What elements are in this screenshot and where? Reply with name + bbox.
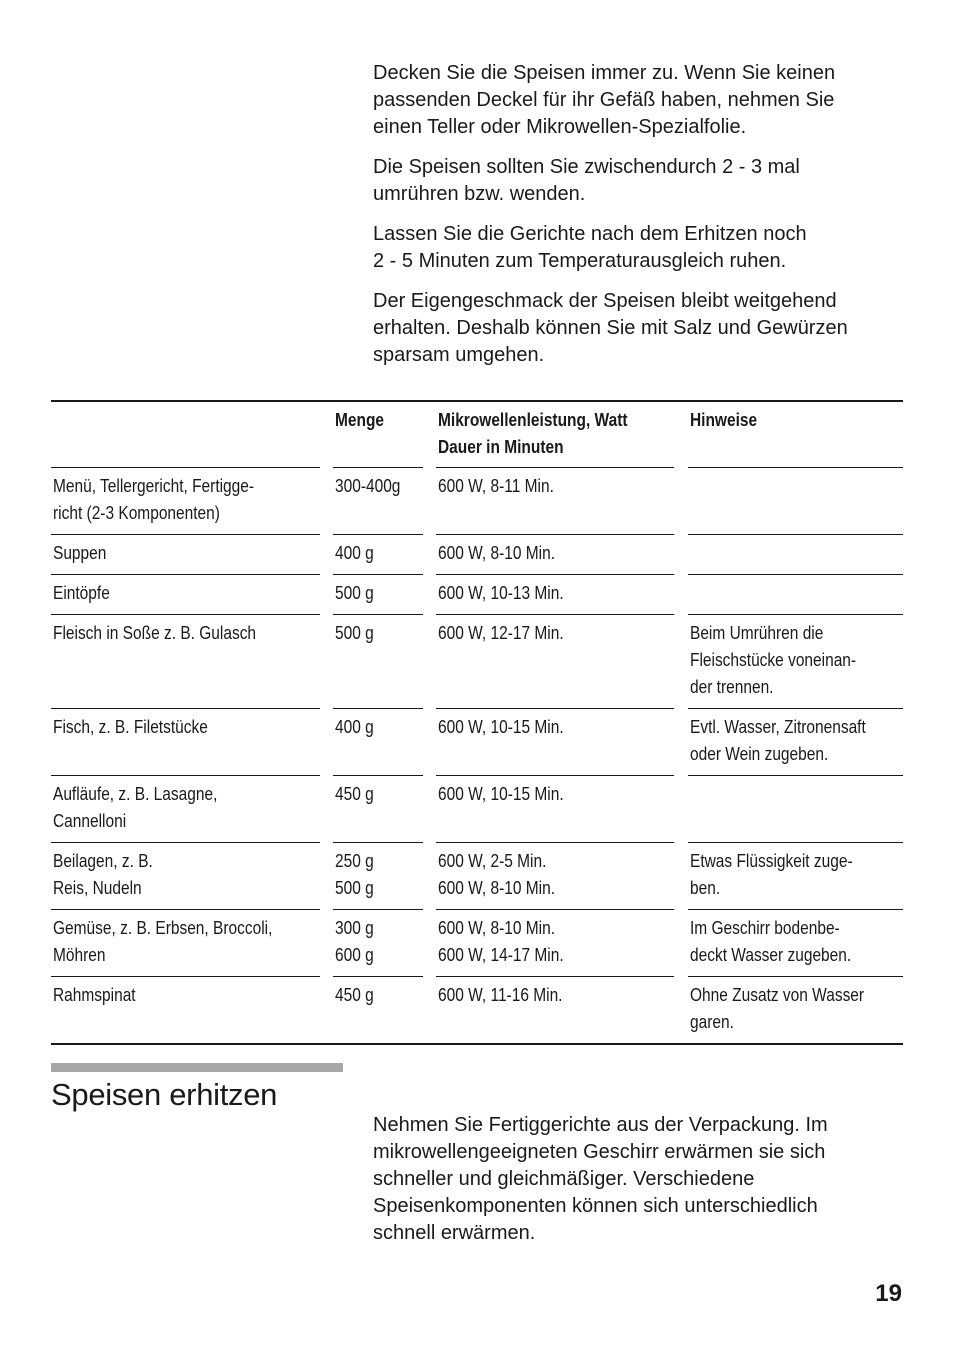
intro-text [373,60,913,382]
cell-line [53,620,317,647]
cell-line [438,942,671,969]
cell-notes [688,615,903,709]
text-line: sparsam umgehen. [373,344,545,366]
cell-line [438,875,671,902]
text-line: Der Eigengeschmack der Speisen bleibt weitgehend [373,290,837,312]
table-row [51,843,903,910]
cell-text: 300 g [335,918,374,938]
intro-paragraph [373,154,913,208]
cell-amount [333,615,423,709]
cell-dish [51,709,320,776]
text-line: 2 - 5 Minuten zum Temperaturausgleich ruhen. [373,250,787,272]
table-row [51,535,903,575]
cell-dish [51,575,320,615]
header-power-line1: Mikrowellenleistung, Watt [438,410,628,430]
table-row [51,468,903,535]
cell-text: deckt Wasser zugeben. [690,945,852,965]
cell-text: 600 W, 2-5 Min. [438,851,547,871]
cell-notes [688,709,903,776]
cell-line [53,942,317,969]
cell-line [438,580,671,607]
cell-text: Aufläufe, z. B. Lasagne, [53,784,218,804]
header-notes: Hinweise [688,402,903,468]
text-line: schnell erwärmen. [373,1222,536,1244]
text-line: einen Teller oder Mikrowellen-Spezialfolie. [373,116,747,138]
text-line: Lassen Sie die Gerichte nach dem Erhitzen noch [373,223,807,245]
cell-text: Fleischstücke voneinan- [690,650,857,670]
cell-line [690,982,900,1009]
cell-line [53,875,317,902]
cell-text: Menü, Tellergericht, Fertigge- [53,476,255,496]
table-row [51,910,903,977]
page-number: 19 [875,1280,902,1307]
cell-line [438,540,671,567]
header-power-line2: Dauer in Minuten [438,437,564,457]
cell-notes [688,535,903,575]
cell-text: Beilagen, z. B. [53,851,153,871]
cell-line [690,942,900,969]
cell-dish [51,843,320,910]
cell-line [690,620,900,647]
cell-text: 600 W, 12-17 Min. [438,623,564,643]
section-bar [51,1063,343,1072]
text-line: Die Speisen sollten Sie zwischendurch 2 - 3 mal [373,156,800,178]
cell-text: oder Wein zugeben. [690,744,829,764]
cell-power [436,575,674,615]
cell-text: 400 g [335,717,374,737]
cell-line [438,848,671,875]
cell-text: 600 W, 8-10 Min. [438,918,556,938]
cell-power [436,843,674,910]
table-header-row [51,402,903,468]
cell-line [53,500,317,527]
cell-notes [688,977,903,1043]
cell-amount [333,468,423,535]
cell-text: 500 g [335,583,374,603]
text-line: schneller und gleichmäßiger. Verschiedene [373,1168,755,1190]
cell-notes [688,910,903,977]
cell-line [53,915,317,942]
text-line: Speisenkomponenten können sich unterschiedlich [373,1195,818,1217]
cell-amount [333,977,423,1043]
cell-text: Reis, Nudeln [53,878,142,898]
header-amount: Menge [333,402,423,468]
cell-line [438,473,671,500]
cell-line [690,875,900,902]
cell-text: 600 W, 10-15 Min. [438,717,564,737]
cell-power [436,615,674,709]
cell-dish [51,468,320,535]
cell-amount [333,535,423,575]
cell-text: Etwas Flüssigkeit zuge- [690,851,853,871]
cell-amount [333,910,423,977]
section-title: Speisen erhitzen [51,1077,278,1112]
cell-line [438,915,671,942]
cell-text: Beim Umrühren die [690,623,824,643]
table-row [51,615,903,709]
cell-text: Suppen [53,543,107,563]
cell-notes [688,776,903,843]
cell-text: Fisch, z. B. Filetstücke [53,717,208,737]
table-body [51,468,903,1043]
cell-line [690,674,900,701]
cell-power [436,468,674,535]
table-row [51,575,903,615]
cell-dish [51,615,320,709]
cell-line [53,473,317,500]
cell-dish [51,776,320,843]
cell-line [53,781,317,808]
cell-text: garen. [690,1012,734,1032]
cell-line [335,540,420,567]
cell-line [335,473,420,500]
cell-text: 450 g [335,784,374,804]
header-power [436,402,674,468]
cell-line [53,982,317,1009]
cell-text: ben. [690,878,721,898]
cell-text: Im Geschirr bodenbe- [690,918,840,938]
cell-line [335,915,420,942]
reheating-table [51,400,903,1045]
cell-power [436,535,674,575]
cell-text: Gemüse, z. B. Erbsen, Broccoli, [53,918,273,938]
cell-text: 600 g [335,945,374,965]
cell-notes [688,575,903,615]
cell-dish [51,977,320,1043]
cell-line [690,848,900,875]
table-row [51,977,903,1043]
cell-text: 250 g [335,851,374,871]
cell-text: 500 g [335,878,374,898]
cell-line [438,620,671,647]
cell-amount [333,709,423,776]
cell-text: 600 W, 8-11 Min. [438,476,554,496]
cell-line [690,915,900,942]
cell-amount [333,843,423,910]
cell-line [690,647,900,674]
cell-amount [333,575,423,615]
cell-line [335,942,420,969]
cell-text: 600 W, 8-10 Min. [438,543,556,563]
cell-amount [333,776,423,843]
cell-text: 400 g [335,543,374,563]
cell-line [690,1009,900,1036]
cell-text: Fleisch in Soße z. B. Gulasch [53,623,257,643]
cell-power [436,709,674,776]
cell-text: 450 g [335,985,374,1005]
cell-line [335,580,420,607]
table-row [51,776,903,843]
cell-dish [51,910,320,977]
cell-text: Rahmspinat [53,985,136,1005]
cell-line [690,741,900,768]
text-line: Nehmen Sie Fertiggerichte aus der Verpackung. Im [373,1114,828,1136]
cell-line [438,714,671,741]
cell-line [335,982,420,1009]
cell-line [53,808,317,835]
cell-text: richt (2-3 Komponenten) [53,503,220,523]
cell-text: Ohne Zusatz von Wasser [690,985,865,1005]
table-row [51,709,903,776]
cell-power [436,977,674,1043]
cell-text: Cannelloni [53,811,127,831]
cell-line [335,714,420,741]
cell-text: 600 W, 10-13 Min. [438,583,564,603]
cell-text: Eintöpfe [53,583,110,603]
text-line: passenden Deckel für ihr Gefäß haben, nehmen Sie [373,89,835,111]
cell-line [53,580,317,607]
cell-dish [51,535,320,575]
intro-paragraph [373,221,913,275]
cell-text: 600 W, 11-16 Min. [438,985,563,1005]
cell-line [438,781,671,808]
text-line: umrühren bzw. wenden. [373,183,586,205]
cell-power [436,910,674,977]
text-line: erhalten. Deshalb können Sie mit Salz und Gewürzen [373,317,848,339]
cell-text: Evtl. Wasser, Zitronensaft [690,717,866,737]
cell-text: Möhren [53,945,106,965]
cell-text: 600 W, 14-17 Min. [438,945,564,965]
cell-line [335,848,420,875]
section-body-text [373,1112,913,1247]
text-line: Decken Sie die Speisen immer zu. Wenn Sie keinen [373,62,836,84]
cell-line [53,540,317,567]
text-line: mikrowellengeeigneten Geschirr erwärmen sie sich [373,1141,826,1163]
intro-paragraph [373,288,913,369]
intro-paragraph [373,60,913,141]
cell-line [335,620,420,647]
cell-line [335,781,420,808]
cell-notes [688,843,903,910]
cell-line [53,848,317,875]
header-dish [51,402,320,468]
cell-power [436,776,674,843]
cell-notes [688,468,903,535]
cell-text: 300-400g [335,476,401,496]
cell-text: der trennen. [690,677,774,697]
cell-line [53,714,317,741]
cell-text: 500 g [335,623,374,643]
cell-line [690,714,900,741]
cell-line [335,875,420,902]
cell-text: 600 W, 8-10 Min. [438,878,556,898]
cell-text: 600 W, 10-15 Min. [438,784,564,804]
cell-line [438,982,671,1009]
